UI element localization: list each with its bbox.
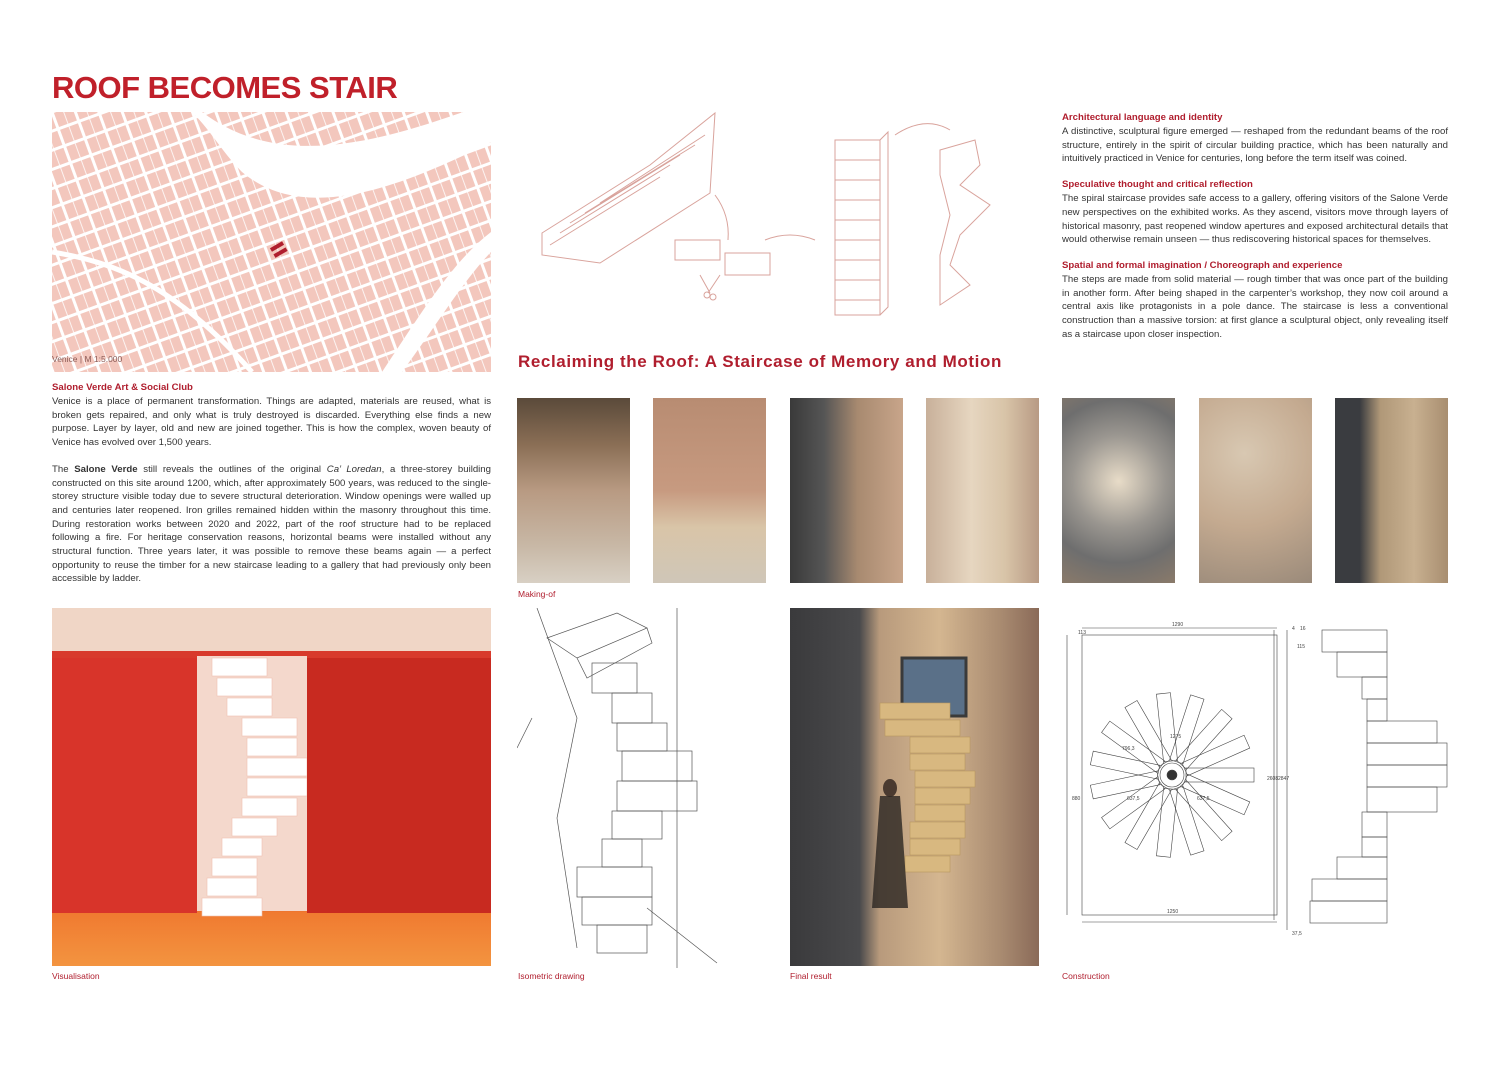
dim: 1250 bbox=[1167, 909, 1179, 915]
isometric-drawing bbox=[517, 608, 747, 968]
dim: 637,5 bbox=[1127, 796, 1140, 802]
concept-text bbox=[1062, 112, 1448, 354]
intro-heading: Salone Verde Art & Social Club bbox=[52, 382, 193, 393]
dim: 37,5 bbox=[1292, 931, 1302, 937]
caption-final: Final result bbox=[790, 971, 832, 981]
dim: 880 bbox=[1072, 796, 1081, 802]
intro-paragraph-1: Venice is a place of permanent transformation. Things are adapted, materials are reused, what is broken gets repaired, and only what is truly destroyed is discarded. Everything else finds a new purpose. Layer by layer, old and new are joined together. This is how the complex, woven beauty of Venice has evolved over 1,500 years. bbox=[52, 396, 491, 449]
text-bold: Salone Verde bbox=[74, 463, 138, 475]
caption-construction: Construction bbox=[1062, 971, 1110, 981]
dim: 1275 bbox=[1170, 734, 1182, 740]
text: still reveals the outlines of the original bbox=[137, 463, 327, 475]
visualisation-render bbox=[52, 608, 491, 966]
map-scale-label: Venice | M 1:5.000 bbox=[52, 354, 123, 364]
photo-making-of-5 bbox=[1062, 398, 1175, 583]
dim: 2608 bbox=[1267, 776, 1279, 782]
section-text: The spiral staircase provides safe access to a gallery, offering visitors of the Salone Verde new perspectives on the exhibited works. As they ascend, visitors move through layers of historical masonry, past reopened window apertures and exposed architectural details that would otherwise remain unseen — thus rediscovering historical spaces for themselves. bbox=[1062, 193, 1448, 246]
dim: 2847 bbox=[1278, 776, 1290, 782]
photo-making-of-3 bbox=[790, 398, 903, 583]
photo-making-of-4 bbox=[926, 398, 1039, 583]
construction-drawing bbox=[1062, 620, 1452, 940]
caption-visualisation: Visualisation bbox=[52, 971, 100, 981]
dim: 637,5 bbox=[1197, 796, 1210, 802]
photo-making-of-6 bbox=[1199, 398, 1312, 583]
subtitle: Reclaiming the Roof: A Staircase of Memory and Motion bbox=[518, 352, 1002, 371]
concept-diagram bbox=[530, 105, 1030, 325]
section-language bbox=[1062, 112, 1448, 166]
text: , a three-storey building constructed on this site around 1200, which, after approximately 500 years, was reduced to the single-storey structure visible today due to severe structural deterioration. Window openings were walled up and centuries later reopened. Iron grilles remained hidden within the masonry throughout this time. During restoration works between 2020 and 2022, part of the roof structure had to be replaced following a fire. For heritage conservation reasons, horizontal beams were installed without any structural function. Three years later, it was possible to remove these beams again — a perfect opportunity to reuse the timber for a new staircase leading to a gallery that had previously only been accessible by ladder. bbox=[52, 463, 491, 585]
photo-making-of-7 bbox=[1335, 398, 1448, 583]
dim: 16 bbox=[1300, 626, 1306, 632]
section-heading: Spatial and formal imagination / Choreograph and experience bbox=[1062, 259, 1343, 271]
dim: 115 bbox=[1297, 644, 1305, 650]
photo-final-result bbox=[790, 608, 1039, 966]
dim: 796,3 bbox=[1122, 746, 1135, 752]
page-title: ROOF BECOMES STAIR bbox=[52, 70, 398, 105]
section-reflection bbox=[1062, 179, 1448, 247]
dim: 4 bbox=[1292, 626, 1295, 632]
site-map bbox=[52, 112, 491, 372]
photo-making-of-1 bbox=[517, 398, 630, 583]
intro-text bbox=[52, 382, 491, 586]
section-text: A distinctive, sculptural figure emerged — reshaped from the redundant beams of the roof structure, entirely in the spirit of circular building practice, which has been naturally and intuitively practiced in Venice for centuries, long before the term itself was coined. bbox=[1062, 126, 1448, 165]
intro-paragraph-2 bbox=[52, 463, 491, 586]
dim: 113 bbox=[1078, 630, 1086, 636]
caption-making-of: Making-of bbox=[518, 589, 556, 599]
text-italic: Ca’ Loredan bbox=[326, 463, 382, 475]
section-heading: Architectural language and identity bbox=[1062, 112, 1223, 123]
section-heading: Speculative thought and critical reflection bbox=[1062, 179, 1253, 191]
section-text: The steps are made from solid material — rough timber that was once part of the building in another form. After being shaped in the carpenter’s workshop, they now coil around a central axis like protagonists in a pole dance. The staircase is less a conventional construction than a massive torsion: at first glance a sculptural object, only revealing itself as a staircase upon closer inspection. bbox=[1062, 273, 1448, 340]
section-imagination bbox=[1062, 260, 1448, 342]
text: The bbox=[52, 463, 75, 475]
dim: 1290 bbox=[1172, 622, 1184, 628]
caption-isometric: Isometric drawing bbox=[518, 971, 585, 981]
photo-making-of-2 bbox=[653, 398, 766, 583]
